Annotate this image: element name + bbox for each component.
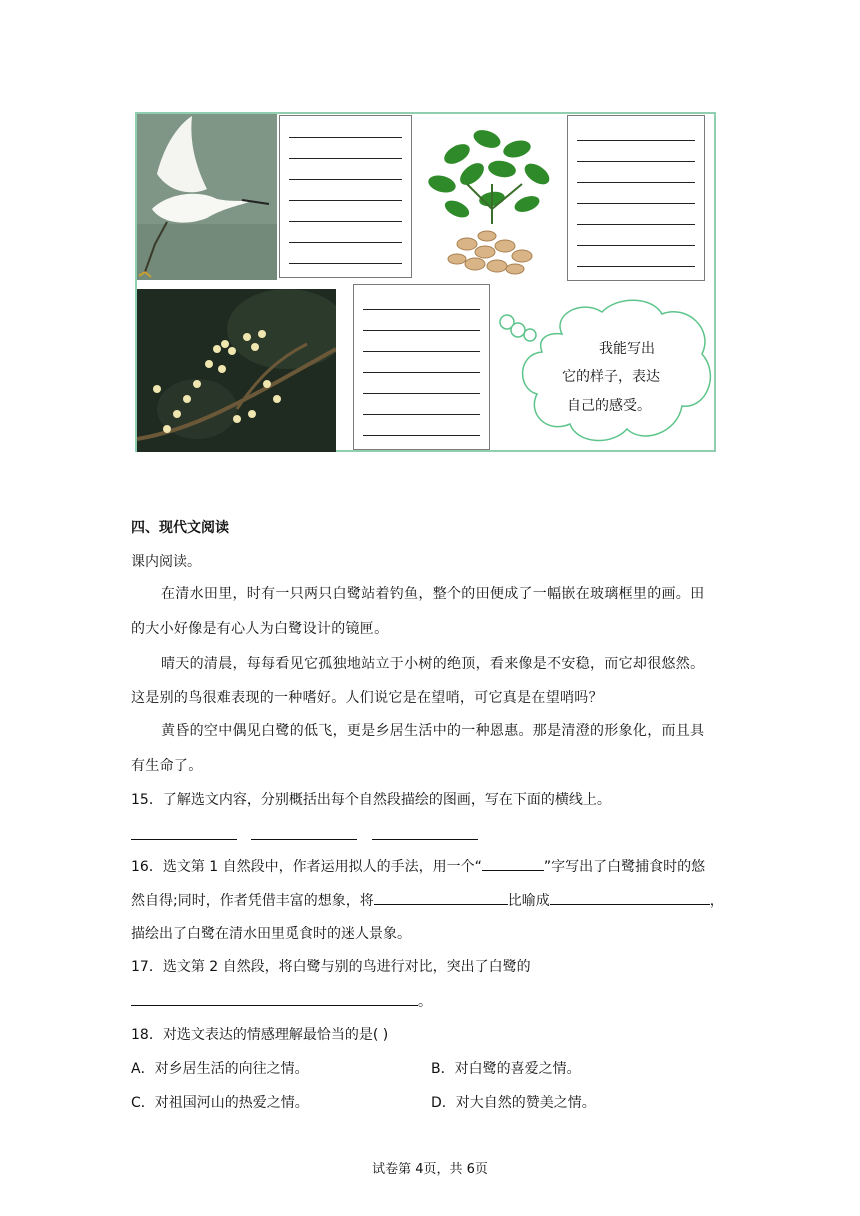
osmanthus-flower-photo: [137, 289, 336, 452]
q15-answer-blank-2[interactable]: [251, 839, 357, 840]
q15-answer-blank-1[interactable]: [131, 839, 237, 840]
question-16-line1: [131, 856, 705, 877]
q17-blank[interactable]: [131, 991, 418, 1006]
bubble-line-2: 它的样子，表达: [562, 369, 660, 385]
thought-bubble: [492, 294, 718, 452]
q16-blank-subject[interactable]: [374, 890, 508, 905]
q16-text-b: ”字写出了白鹭捕食时的悠: [543, 859, 706, 875]
section-intro: 课内阅读。: [131, 554, 201, 570]
question-15: 15．了解选文内容，分别概括出每个自然段描绘的图画，写在下面的横线上。: [131, 792, 611, 808]
q16-text-d: 比喻成: [507, 893, 550, 909]
writing-card-1: [279, 115, 412, 278]
option-a[interactable]: A．对乡居生活的向往之情。: [131, 1061, 309, 1077]
question-18: 18．对选文表达的情感理解最恰当的是( ): [131, 1027, 389, 1043]
option-c[interactable]: C．对祖国河山的热爱之情。: [131, 1095, 309, 1111]
bubble-line-3: 自己的感受。: [567, 398, 651, 414]
q16-text-e: ，: [709, 893, 724, 909]
passage-p3-line2: 有生命了。: [131, 758, 203, 774]
q16-blank-word[interactable]: [482, 856, 544, 871]
question-16-line3: 描绘出了白鹭在清水田里觅食时的迷人景象。: [131, 926, 411, 942]
peanut-plant-photo: [417, 114, 567, 280]
passage-p3-line1: 黄昏的空中偶见白鹭的低飞，更是乡居生活中的一种恩惠。那是清澄的形象化，而且具: [161, 723, 705, 739]
q16-blank-metaphor[interactable]: [550, 890, 710, 905]
question-16-line2: [131, 890, 724, 911]
writing-card-2: [567, 115, 705, 281]
passage-p1-line2: 的大小好像是有心人为白鹭设计的镜匣。: [131, 621, 389, 637]
passage-p1-line1: 在清水田里，时有一只两只白鹭站着钓鱼，整个的田便成了一幅嵌在玻璃框里的画。田: [161, 586, 705, 602]
option-d[interactable]: D．对大自然的赞美之情。: [431, 1095, 596, 1111]
question-17-answer-line: [131, 991, 432, 1012]
q15-answer-blank-3[interactable]: [372, 839, 478, 840]
question-17: 17．选文第 2 自然段，将白鹭与别的鸟进行对比，突出了白鹭的: [131, 959, 531, 975]
q16-text-a: 16．选文第 1 自然段中，作者运用拟人的手法，用一个“: [131, 859, 482, 875]
passage-p2-line2: 这是别的鸟很难表现的一种嗜好。人们说它是在望哨，可它真是在望哨吗？: [131, 690, 603, 706]
writing-activity-figure: [135, 112, 716, 452]
section-heading: 四、现代文阅读: [131, 520, 229, 536]
egret-photo: [137, 114, 277, 280]
passage-p2-line1: 晴天的清晨，每每看见它孤独地站立于小树的绝顶，看来像是不安稳，而它却很悠然。: [161, 656, 705, 672]
bubble-line-1: 我能写出: [599, 341, 655, 357]
page-footer: 试卷第 4页，共 6页: [372, 1162, 488, 1177]
q17-text-b: 。: [418, 994, 432, 1010]
writing-card-3: [353, 284, 490, 450]
option-b[interactable]: B．对白鹭的喜爱之情。: [431, 1061, 581, 1077]
q16-text-c: 然自得;同时，作者凭借丰富的想象，将: [131, 893, 374, 909]
